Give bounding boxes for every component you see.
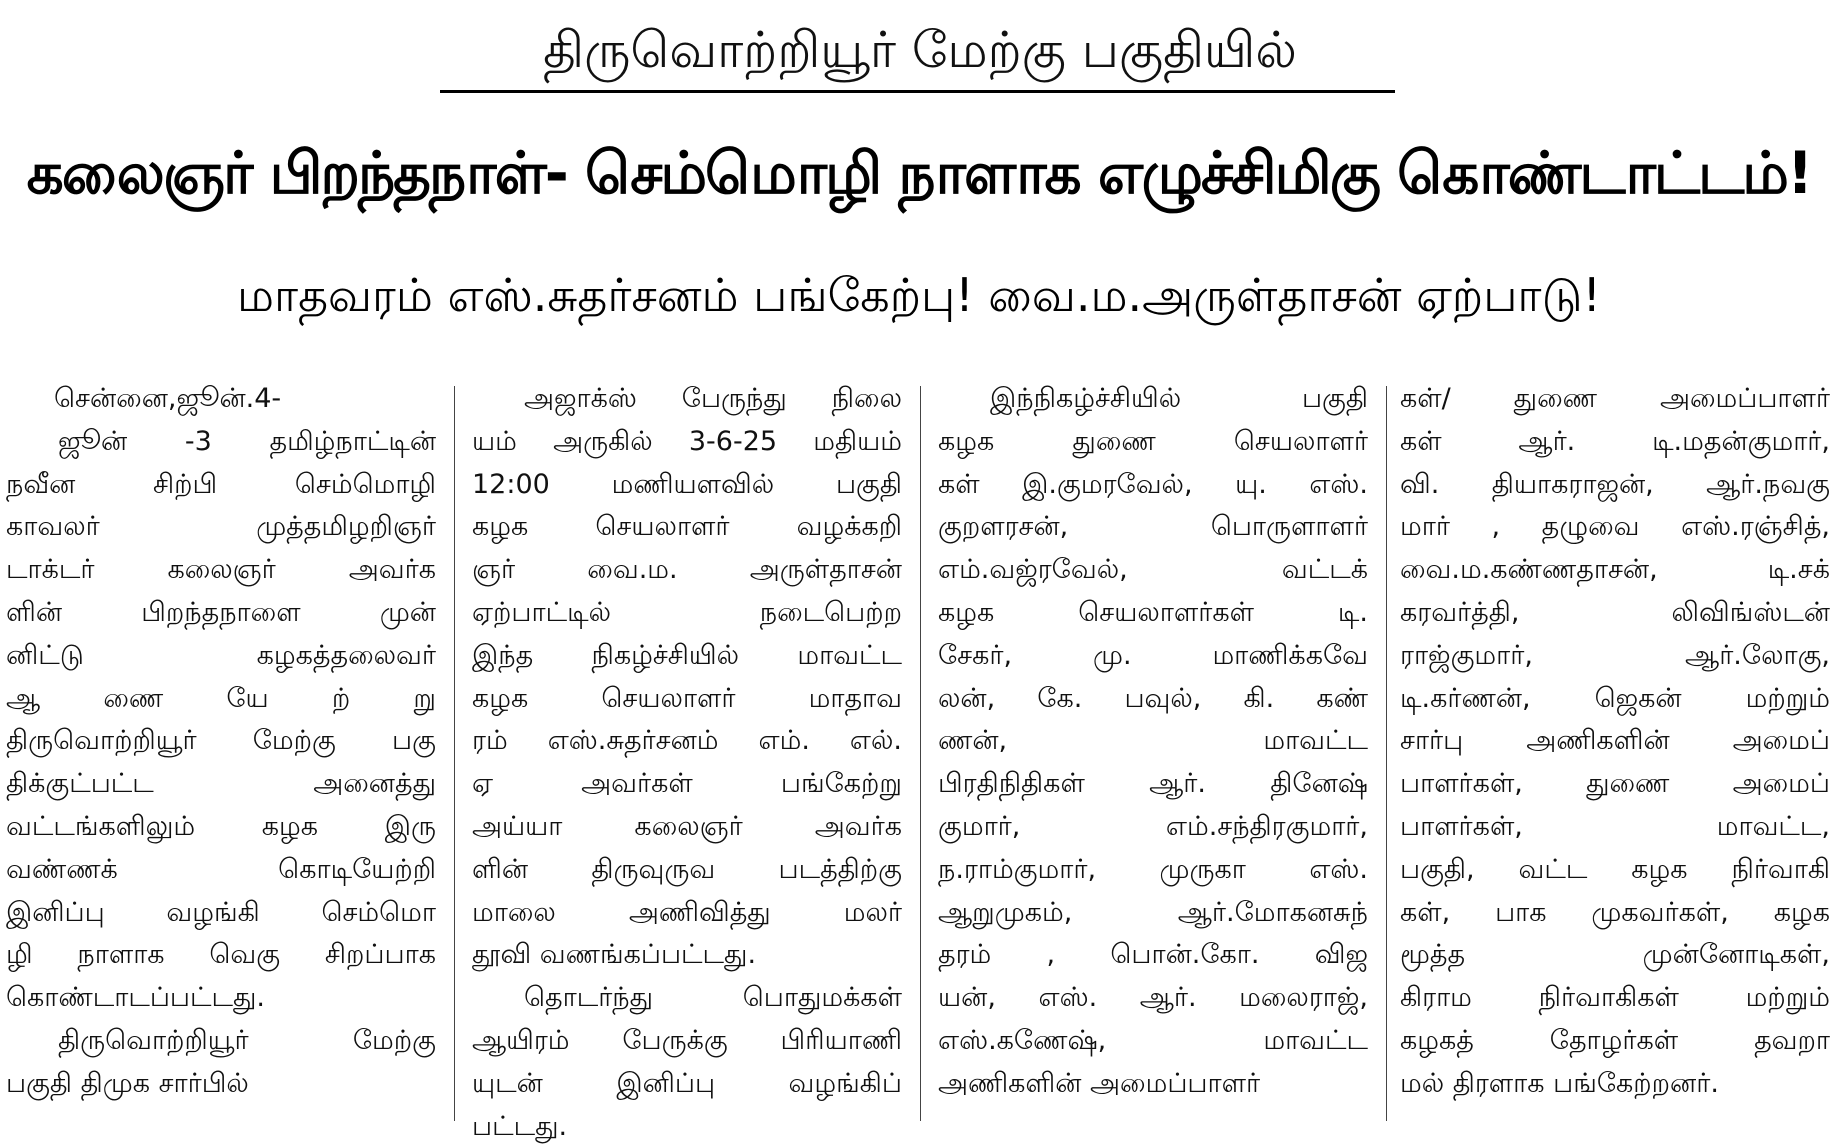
body-line: தூவி வணங்கப்பட்டது. [472,939,757,971]
body-line: தொடர்ந்து பொதுமக்கள் [524,982,902,1014]
body-line: னிட்டு கழகத்தலைவர் [6,639,436,671]
article-column-4 [1400,378,1830,1126]
body-line: சார்பு அணிகளின் அமைப் [1400,725,1830,757]
body-line: வி. தியாகராஜன், ஆர்.நவகு [1400,468,1830,500]
body-line: கொண்டாடப்பட்டது. [6,982,265,1014]
body-line: கள்/ துணை அமைப்பாளர் [1400,383,1830,414]
body-line: கள், பாக முகவர்கள், கழக [1400,896,1830,928]
body-line: எம்.வஜ்ரவேல், வட்டக் [938,554,1368,586]
body-line: கள் ஆர். டி.மதன்குமார், [1400,425,1830,457]
body-line: ணன், மாவட்ட [938,725,1368,757]
article-column-3 [938,378,1368,1126]
body-line: ஆயிரம் பேருக்கு பிரியாணி [472,1024,902,1056]
body-line: தரம் , பொன்.கோ. விஜ [938,939,1368,971]
article-body [6,378,1832,1142]
body-line: மார் , தழுவை எஸ்.ரஞ்சித், [1400,511,1830,543]
body-line: கழக செயலாளர் வழக்கறி [472,511,902,543]
article-column-2 [472,378,902,1142]
body-line: ஆ ணை யே ற் று [6,682,436,714]
body-line: கழக துணை செயலாளர் [938,425,1368,457]
body-line: ழி நாளாக வெகு சிறப்பாக [6,939,436,971]
kicker-heading: திருவொற்றியூர் மேற்கு பகுதியில் [543,21,1297,79]
body-line: டி.கர்ணன், ஜெகன் மற்றும் [1400,682,1830,714]
body-line: மல் திரளாக பங்கேற்றனர். [1400,1067,1719,1099]
body-line: குமார், எம்.சந்திரகுமார், [938,810,1368,842]
body-line: ரம் எஸ்.சுதர்சனம் எம். எல். [472,725,902,757]
body-line: ராஜ்குமார், ஆர்.லோகு, [1400,639,1830,671]
body-line: சென்னை,ஜூன்.4- [54,383,282,414]
article-column-1 [6,378,436,1126]
body-line: ஏ அவர்கள் பங்கேற்று [472,768,902,800]
body-line: மாலை அணிவித்து மலர் [472,896,902,928]
kicker-underline [440,90,1395,93]
body-line: பட்டது. [472,1110,568,1142]
body-line: இந்த நிகழ்ச்சியில் மாவட்ட [472,639,902,671]
body-line: வை.ம.கண்ணதாசன், டி.சக் [1400,554,1830,586]
body-line: திக்குட்பட்ட அனைத்து [6,768,436,800]
body-line: டாக்டர் கலைஞர் அவர்க [6,554,436,586]
body-line: அய்யா கலைஞர் அவர்க [472,810,902,842]
subheadline: மாதவரம் எஸ்.சுதர்சனம் பங்கேற்பு! வை.ம.அருள்தாசன் ஏற்பாடு! [237,268,1601,322]
body-line: யன், எஸ். ஆர். மலைராஜ், [938,982,1368,1014]
body-line: கழகத் தோழர்கள் தவறா [1400,1024,1830,1056]
body-line: ஆறுமுகம், ஆர்.மோகனசுந் [938,896,1368,928]
column-divider [1386,386,1387,1121]
body-line: காவலர் முத்தமிழறிஞர் [6,511,436,543]
body-line: திருவொற்றியூர் மேற்கு [58,1024,436,1056]
body-line: 12:00 மணியளவில் பகுதி [472,468,902,500]
body-line: நவீன சிற்பி செம்மொழி [6,468,436,500]
body-line: திருவொற்றியூர் மேற்கு பகு [6,725,436,757]
body-line: லன், கே. பவுல், கி. கண் [938,682,1368,714]
headline: கலைஞர் பிறந்தநாள்- செம்மொழி நாளாக எழுச்சிமிகு கொண்டாட்டம்! [26,139,1812,207]
body-line: பாளர்கள், துணை அமைப் [1400,768,1830,800]
body-line: வட்டங்களிலும் கழக இரு [6,810,436,842]
column-divider [920,386,921,1121]
column-divider [454,386,455,1121]
body-line: அஜாக்ஸ் பேருந்து நிலை [524,383,902,414]
body-line: இந்நிகழ்ச்சியில் பகுதி [990,383,1368,414]
body-line: கழக செயலாளர் மாதாவ [472,682,902,714]
body-line: ஞர் வை.ம. அருள்தாசன் [472,554,902,586]
body-line: கிராம நிர்வாகிகள் மற்றும் [1400,982,1830,1014]
body-line: பகுதி திமுக சார்பில் [6,1067,249,1099]
body-line: யம் அருகில் 3-6-25 மதியம் [472,425,902,457]
body-line: கரவர்த்தி, லிவிங்ஸ்டன் [1400,596,1830,628]
body-line: கழக செயலாளர்கள் டி. [938,596,1368,628]
body-line: ந.ராம்குமார், முருகா எஸ். [938,853,1368,885]
body-line: இனிப்பு வழங்கி செம்மொ [6,896,436,928]
body-line: ஏற்பாட்டில் நடைபெற்ற [472,596,902,628]
body-line: பகுதி, வட்ட கழக நிர்வாகி [1400,853,1830,885]
body-line: ஜூன் -3 தமிழ்நாட்டின் [58,425,436,457]
body-line: சேகர், மு. மாணிக்கவே [938,639,1368,671]
body-line: யுடன் இனிப்பு வழங்கிப் [472,1067,902,1099]
body-line: அணிகளின் அமைப்பாளர் [938,1067,1261,1099]
body-line: வண்ணக் கொடியேற்றி [6,853,436,885]
body-line: ளின் திருவுருவ படத்திற்கு [472,853,902,885]
body-line: குறளரசன், பொருளாளர் [938,511,1368,543]
body-line: மூத்த முன்னோடிகள், [1400,939,1830,971]
body-line: கள் இ.குமரவேல், யு. எஸ். [938,468,1368,500]
body-line: ளின் பிறந்தநாளை முன் [6,596,436,628]
body-line: எஸ்.கணேஷ், மாவட்ட [938,1024,1368,1056]
body-line: பிரதிநிதிகள் ஆர். தினேஷ் [938,768,1368,800]
body-line: பாளர்கள், மாவட்ட, [1400,810,1830,842]
